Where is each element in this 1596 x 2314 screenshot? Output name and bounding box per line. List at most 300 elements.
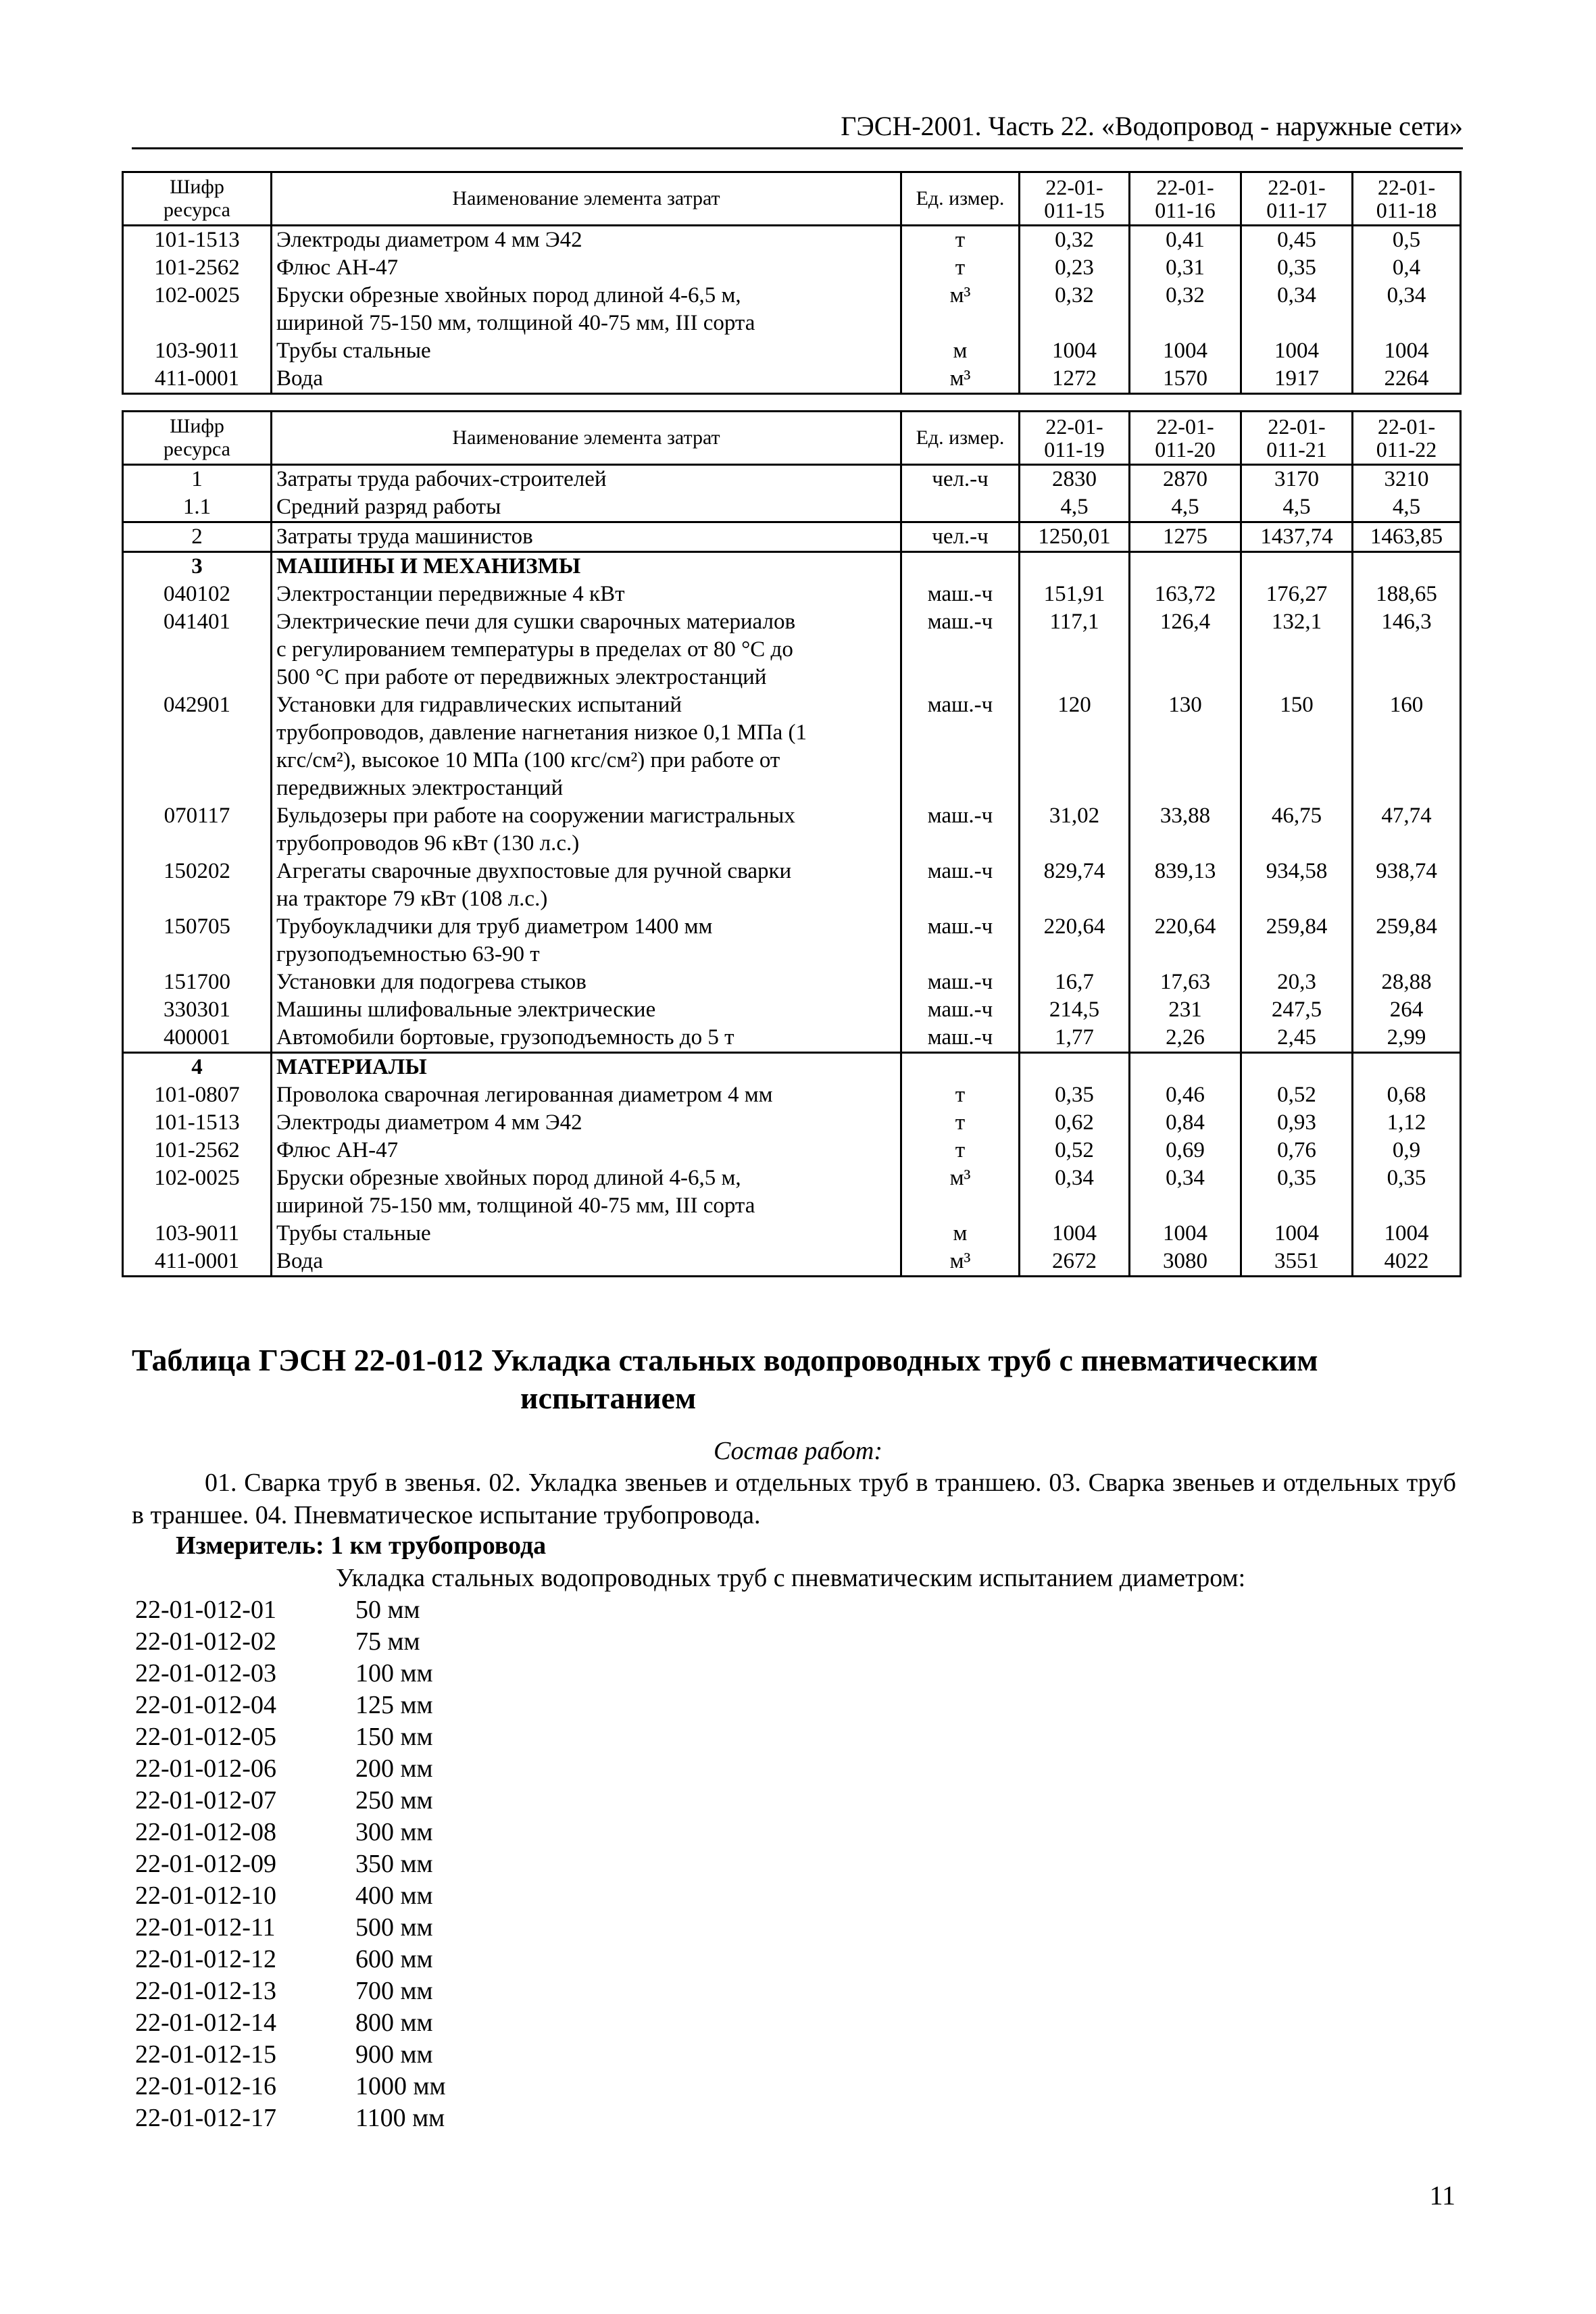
resource-name-line: Трубоукладчики для труб диаметром 1400 мм <box>276 914 713 939</box>
value-cell: 0,31 <box>1130 254 1241 282</box>
resource-name-cell <box>272 282 901 337</box>
value-cell: 220,64 <box>1130 913 1241 968</box>
table-row <box>123 493 1461 522</box>
list-item <box>135 1721 446 1753</box>
resource-code-cell: 411-0001 <box>123 365 272 394</box>
unit-cell: чел.-ч <box>901 465 1020 494</box>
table-row <box>123 581 1461 608</box>
norm-code: 22-01-012-14 <box>135 2009 276 2037</box>
value-cell: 3170 <box>1241 465 1353 494</box>
value-cell: 4,5 <box>1130 493 1241 522</box>
value-cell: 0,93 <box>1241 1109 1353 1137</box>
unit-cell: маш.-ч <box>901 802 1020 858</box>
norm-code: 22-01-012-16 <box>135 2072 276 2100</box>
resource-code-cell: 400001 <box>123 1024 272 1053</box>
table-row <box>123 1081 1461 1109</box>
unit-cell: маш.-ч <box>901 581 1020 608</box>
list-item <box>135 1658 446 1690</box>
value-cell <box>1020 552 1130 581</box>
resource-name-line: Электростанции передвижные 4 кВт <box>276 582 625 606</box>
unit-cell: т <box>901 1109 1020 1137</box>
value-cell: 28,88 <box>1353 968 1461 996</box>
pipe-diameter: 300 мм <box>355 1818 433 1846</box>
resource-code-cell: 102-0025 <box>123 282 272 337</box>
pipe-diameter: 400 мм <box>355 1881 433 1910</box>
norm-header-line: 011-17 <box>1266 198 1327 222</box>
resource-name-cell <box>272 522 901 552</box>
list-item <box>135 1817 446 1848</box>
value-cell: 16,7 <box>1020 968 1130 996</box>
resource-code-cell: 3 <box>123 552 272 581</box>
resource-name-line: грузоподъемностью 63-90 т <box>276 942 540 966</box>
resource-name-cell <box>272 913 901 968</box>
value-cell: 176,27 <box>1241 581 1353 608</box>
code-header-line: ресурса <box>164 438 230 460</box>
norm-code: 22-01-012-08 <box>135 1818 276 1846</box>
unit-cell: т <box>901 254 1020 282</box>
value-cell <box>1130 552 1241 581</box>
table-body <box>123 465 1461 1277</box>
norm-column-header <box>1353 172 1461 226</box>
unit-cell: м³ <box>901 1164 1020 1220</box>
value-cell: 0,68 <box>1353 1081 1461 1109</box>
resource-code-cell: 150705 <box>123 913 272 968</box>
value-cell: 1004 <box>1130 1220 1241 1248</box>
pipe-diameter: 700 мм <box>355 1977 433 2005</box>
measure-unit: Измеритель: 1 км трубопровода <box>176 1531 547 1560</box>
value-cell: 4,5 <box>1020 493 1130 522</box>
list-item <box>135 2102 446 2134</box>
norm-header-line: 011-19 <box>1044 437 1105 462</box>
value-cell: 2830 <box>1020 465 1130 494</box>
table-body <box>123 226 1461 394</box>
resource-name-line: передвижных электростанций <box>276 776 564 800</box>
value-cell: 938,74 <box>1353 858 1461 913</box>
unit-cell: маш.-ч <box>901 691 1020 802</box>
value-cell: 3080 <box>1130 1248 1241 1277</box>
value-cell <box>1130 1053 1241 1082</box>
resource-name-cell <box>272 1053 901 1082</box>
norm-code: 22-01-012-10 <box>135 1881 276 1910</box>
norm-column-header <box>1241 412 1353 465</box>
table-row <box>123 226 1461 255</box>
table-row <box>123 802 1461 858</box>
table-row <box>123 996 1461 1024</box>
resource-name-line: Вода <box>276 366 323 391</box>
table-row <box>123 691 1461 802</box>
pipe-diameter: 50 мм <box>355 1596 420 1624</box>
value-cell: 1570 <box>1130 365 1241 394</box>
unit-cell: т <box>901 226 1020 255</box>
value-cell: 0,35 <box>1241 254 1353 282</box>
value-cell: 2,26 <box>1130 1024 1241 1053</box>
resource-code-cell: 330301 <box>123 996 272 1024</box>
pipe-diameter: 500 мм <box>355 1913 433 1942</box>
resource-name-cell <box>272 858 901 913</box>
pipe-diameter: 1000 мм <box>355 2072 446 2100</box>
resource-name-line: МАШИНЫ И МЕХАНИЗМЫ <box>276 554 581 578</box>
table-row <box>123 365 1461 394</box>
pipe-diameter: 900 мм <box>355 2040 433 2069</box>
resource-code-cell: 1.1 <box>123 493 272 522</box>
norm-code: 22-01-012-07 <box>135 1786 276 1815</box>
unit-cell: м³ <box>901 365 1020 394</box>
resource-name-line: Установки для гидравлических испытаний <box>276 693 682 717</box>
resource-name-line: Бруски обрезные хвойных пород длиной 4-6,5 м, <box>276 283 741 307</box>
value-cell: 132,1 <box>1241 608 1353 691</box>
value-cell: 0,34 <box>1353 282 1461 337</box>
resource-name-cell <box>272 465 901 494</box>
table-row <box>123 522 1461 552</box>
norm-header-line: 011-18 <box>1376 198 1437 222</box>
value-cell: 0,35 <box>1020 1081 1130 1109</box>
resource-name-line: трубопроводов 96 кВт (130 л.с.) <box>276 831 580 856</box>
value-cell: 0,62 <box>1020 1109 1130 1137</box>
list-item <box>135 1785 446 1817</box>
resource-name-line: Вода <box>276 1249 323 1273</box>
value-cell: 934,58 <box>1241 858 1353 913</box>
value-cell: 829,74 <box>1020 858 1130 913</box>
norm-header-line: 22-01- <box>1377 414 1436 439</box>
resource-code-cell: 102-0025 <box>123 1164 272 1220</box>
value-cell: 0,23 <box>1020 254 1130 282</box>
value-cell: 2,45 <box>1241 1024 1353 1053</box>
name-column-header: Наименование элемента затрат <box>272 172 901 226</box>
resource-code-cell: 040102 <box>123 581 272 608</box>
value-cell: 150 <box>1241 691 1353 802</box>
value-cell: 0,5 <box>1353 226 1461 255</box>
resource-name-line: шириной 75-150 мм, толщиной 40-75 мм, III сорта <box>276 1193 755 1218</box>
value-cell: 2672 <box>1020 1248 1130 1277</box>
resource-name-line: Машины шлифовальные электрические <box>276 998 656 1022</box>
value-cell: 1004 <box>1241 337 1353 365</box>
value-cell: 1917 <box>1241 365 1353 394</box>
norm-code: 22-01-012-01 <box>135 1596 276 1624</box>
value-cell: 0,45 <box>1241 226 1353 255</box>
table-row <box>123 913 1461 968</box>
value-cell: 0,32 <box>1020 282 1130 337</box>
table-row <box>123 968 1461 996</box>
value-cell <box>1241 552 1353 581</box>
norm-column-header <box>1020 172 1130 226</box>
resource-name-line: Агрегаты сварочные двухпостовые для ручной сварки <box>276 859 792 883</box>
list-item <box>135 1753 446 1785</box>
resource-name-cell <box>272 1109 901 1137</box>
norm-code: 22-01-012-15 <box>135 2040 276 2069</box>
resource-name-cell <box>272 552 901 581</box>
resource-table-1 <box>122 171 1462 395</box>
unit-cell: м <box>901 337 1020 365</box>
value-cell: 231 <box>1130 996 1241 1024</box>
list-item <box>135 1690 446 1721</box>
value-cell <box>1353 552 1461 581</box>
value-cell: 0,41 <box>1130 226 1241 255</box>
norm-header-line: 011-16 <box>1155 198 1216 222</box>
value-cell: 214,5 <box>1020 996 1130 1024</box>
resource-name-cell <box>272 365 901 394</box>
resource-name-line: Автомобили бортовые, грузоподъемность до 5 т <box>276 1025 734 1050</box>
resource-name-line: Установки для подогрева стыков <box>276 970 587 994</box>
resource-code-cell: 101-1513 <box>123 1109 272 1137</box>
value-cell <box>1353 1053 1461 1082</box>
pipe-diameter: 75 мм <box>355 1627 420 1656</box>
resource-code-cell: 101-2562 <box>123 254 272 282</box>
unit-cell: маш.-ч <box>901 608 1020 691</box>
value-cell: 46,75 <box>1241 802 1353 858</box>
value-cell: 259,84 <box>1241 913 1353 968</box>
unit-column-header: Ед. измер. <box>901 412 1020 465</box>
resource-code-cell: 2 <box>123 522 272 552</box>
unit-column-header: Ед. измер. <box>901 172 1020 226</box>
list-item <box>135 1944 446 1975</box>
value-cell: 1004 <box>1130 337 1241 365</box>
value-cell: 17,63 <box>1130 968 1241 996</box>
norm-header-line: 011-21 <box>1266 437 1327 462</box>
works-composition-label: Состав работ: <box>713 1437 883 1465</box>
resource-name-line: Средний разряд работы <box>276 495 501 519</box>
value-cell: 839,13 <box>1130 858 1241 913</box>
value-cell: 1004 <box>1241 1220 1353 1248</box>
pipe-diameter: 100 мм <box>355 1659 433 1688</box>
unit-cell: т <box>901 1137 1020 1164</box>
resource-name-cell <box>272 226 901 255</box>
resource-name-line: МАТЕРИАЛЫ <box>276 1055 427 1079</box>
pipe-diameter: 125 мм <box>355 1691 433 1719</box>
resource-name-line: шириной 75-150 мм, толщиной 40-75 мм, III сорта <box>276 311 755 335</box>
resource-code-cell: 070117 <box>123 802 272 858</box>
value-cell: 163,72 <box>1130 581 1241 608</box>
value-cell: 0,4 <box>1353 254 1461 282</box>
section-title-line: Таблица ГЭСН 22-01-012 Укладка стальных водопроводных труб с пневматическим <box>132 1343 1318 1377</box>
resource-code-cell: 041401 <box>123 608 272 691</box>
value-cell: 0,34 <box>1130 1164 1241 1220</box>
norm-header-line: 011-22 <box>1376 437 1437 462</box>
value-cell: 130 <box>1130 691 1241 802</box>
resource-name-line: на тракторе 79 кВт (108 л.с.) <box>276 887 548 911</box>
unit-cell: маш.-ч <box>901 858 1020 913</box>
norm-code: 22-01-012-09 <box>135 1850 276 1878</box>
norm-code: 22-01-012-03 <box>135 1659 276 1688</box>
unit-cell: маш.-ч <box>901 996 1020 1024</box>
pipe-diameter: 200 мм <box>355 1754 433 1783</box>
list-item <box>135 2007 446 2039</box>
norm-header-line: 011-15 <box>1044 198 1105 222</box>
value-cell: 120 <box>1020 691 1130 802</box>
norm-column-header <box>1020 412 1130 465</box>
value-cell: 117,1 <box>1020 608 1130 691</box>
value-cell: 264 <box>1353 996 1461 1024</box>
table-row <box>123 1248 1461 1277</box>
list-item <box>135 2071 446 2102</box>
resource-name-line: с регулированием температуры в пределах от 80 °С до <box>276 637 793 662</box>
value-cell: 4022 <box>1353 1248 1461 1277</box>
resource-name-line: Электрические печи для сушки сварочных материалов <box>276 610 796 634</box>
table-row <box>123 465 1461 494</box>
norm-code-list <box>135 1594 446 2134</box>
norm-code: 22-01-012-17 <box>135 2104 276 2132</box>
resource-name-cell <box>272 493 901 522</box>
value-cell: 1,77 <box>1020 1024 1130 1053</box>
value-cell: 220,64 <box>1020 913 1130 968</box>
value-cell: 160 <box>1353 691 1461 802</box>
table-row <box>123 1109 1461 1137</box>
value-cell: 0,52 <box>1241 1081 1353 1109</box>
value-cell: 0,35 <box>1353 1164 1461 1220</box>
unit-cell <box>901 1053 1020 1082</box>
norm-code: 22-01-012-04 <box>135 1691 276 1719</box>
code-header-line: Шифр <box>170 176 224 198</box>
list-item <box>135 2039 446 2071</box>
value-cell: 0,32 <box>1130 282 1241 337</box>
resource-name-cell <box>272 1248 901 1277</box>
norm-code: 22-01-012-12 <box>135 1945 276 1973</box>
table-header-row <box>123 412 1461 465</box>
norm-code: 22-01-012-11 <box>135 1913 276 1942</box>
pipe-diameter: 250 мм <box>355 1786 433 1815</box>
norm-code: 22-01-012-02 <box>135 1627 276 1656</box>
resource-code-cell: 1 <box>123 465 272 494</box>
value-cell: 0,32 <box>1020 226 1130 255</box>
value-cell: 1437,74 <box>1241 522 1353 552</box>
norm-column-header <box>1241 172 1353 226</box>
value-cell: 31,02 <box>1020 802 1130 858</box>
list-item <box>135 1594 446 1626</box>
norm-header-line: 22-01- <box>1268 175 1326 199</box>
value-cell: 259,84 <box>1353 913 1461 968</box>
resource-code-cell: 4 <box>123 1053 272 1082</box>
unit-cell: т <box>901 1081 1020 1109</box>
norm-header-line: 22-01- <box>1156 414 1214 439</box>
value-cell: 0,69 <box>1130 1137 1241 1164</box>
table-row <box>123 254 1461 282</box>
value-cell: 1250,01 <box>1020 522 1130 552</box>
pipe-diameter: 350 мм <box>355 1850 433 1878</box>
value-cell: 247,5 <box>1241 996 1353 1024</box>
resource-name-line: Бруски обрезные хвойных пород длиной 4-6,5 м, <box>276 1166 741 1190</box>
norm-header-line: 22-01- <box>1045 175 1103 199</box>
value-cell <box>1020 1053 1130 1082</box>
resource-name-cell <box>272 968 901 996</box>
value-cell: 146,3 <box>1353 608 1461 691</box>
value-cell: 1004 <box>1020 1220 1130 1248</box>
value-cell: 2870 <box>1130 465 1241 494</box>
resource-code-cell: 101-1513 <box>123 226 272 255</box>
value-cell: 2,99 <box>1353 1024 1461 1053</box>
value-cell: 0,9 <box>1353 1137 1461 1164</box>
unit-cell: маш.-ч <box>901 1024 1020 1053</box>
resource-name-cell <box>272 691 901 802</box>
resource-code-cell: 101-0807 <box>123 1081 272 1109</box>
items-intro: Укладка стальных водопроводных труб с пневматическим испытанием диаметром: <box>336 1564 1246 1592</box>
resource-name-cell <box>272 802 901 858</box>
table-row <box>123 608 1461 691</box>
value-cell: 126,4 <box>1130 608 1241 691</box>
resource-code-cell: 411-0001 <box>123 1248 272 1277</box>
resource-name-line: Флюс АН-47 <box>276 1138 399 1162</box>
resource-name-line: трубопроводов, давление нагнетания низкое 0,1 МПа (1 <box>276 720 807 745</box>
value-cell: 20,3 <box>1241 968 1353 996</box>
unit-cell <box>901 552 1020 581</box>
resource-name-line: Флюс АН-47 <box>276 255 399 280</box>
resource-code-cell: 151700 <box>123 968 272 996</box>
resource-table-2 <box>122 410 1462 1277</box>
value-cell: 0,52 <box>1020 1137 1130 1164</box>
value-cell: 1272 <box>1020 365 1130 394</box>
resource-name-line: Проволока сварочная легированная диаметром 4 мм <box>276 1083 773 1107</box>
resource-code-cell: 103-9011 <box>123 337 272 365</box>
pipe-diameter: 1100 мм <box>355 2104 445 2132</box>
table-row <box>123 1053 1461 1082</box>
value-cell: 1004 <box>1353 1220 1461 1248</box>
value-cell: 188,65 <box>1353 581 1461 608</box>
resource-name-cell <box>272 1081 901 1109</box>
table-row <box>123 1024 1461 1053</box>
table-row <box>123 282 1461 337</box>
resource-code-cell: 042901 <box>123 691 272 802</box>
unit-cell: м³ <box>901 282 1020 337</box>
unit-cell: маш.-ч <box>901 968 1020 996</box>
pipe-diameter: 600 мм <box>355 1945 433 1973</box>
value-cell: 151,91 <box>1020 581 1130 608</box>
resource-name-cell <box>272 996 901 1024</box>
section-title-line: испытанием <box>520 1381 697 1415</box>
code-column-header <box>123 172 272 226</box>
norm-code: 22-01-012-05 <box>135 1723 276 1751</box>
table-row <box>123 552 1461 581</box>
table-row <box>123 1137 1461 1164</box>
value-cell <box>1241 1053 1353 1082</box>
resource-name-cell <box>272 581 901 608</box>
value-cell: 3210 <box>1353 465 1461 494</box>
code-header-line: ресурса <box>164 199 230 221</box>
resource-name-cell <box>272 254 901 282</box>
value-cell: 1275 <box>1130 522 1241 552</box>
list-item <box>135 1912 446 1944</box>
page-number: 11 <box>1429 2180 1455 2211</box>
unit-cell <box>901 493 1020 522</box>
norm-header-line: 011-20 <box>1155 437 1216 462</box>
norm-column-header <box>1353 412 1461 465</box>
value-cell: 0,84 <box>1130 1109 1241 1137</box>
value-cell: 3551 <box>1241 1248 1353 1277</box>
code-column-header <box>123 412 272 465</box>
table-row <box>123 1164 1461 1220</box>
resource-name-line: Электроды диаметром 4 мм Э42 <box>276 1110 582 1135</box>
resource-name-cell <box>272 1164 901 1220</box>
table-row <box>123 337 1461 365</box>
norm-code: 22-01-012-06 <box>135 1754 276 1783</box>
name-column-header: Наименование элемента затрат <box>272 412 901 465</box>
norm-code: 22-01-012-13 <box>135 1977 276 2005</box>
resource-name-cell <box>272 1137 901 1164</box>
value-cell: 4,5 <box>1241 493 1353 522</box>
resource-name-cell <box>272 337 901 365</box>
resource-name-line: Затраты труда машинистов <box>276 524 533 549</box>
resource-name-cell <box>272 1220 901 1248</box>
running-header-text: ГЭСН-2001. Часть 22. «Водопровод - наружные сети» <box>841 111 1463 141</box>
value-cell: 0,35 <box>1241 1164 1353 1220</box>
resource-name-line: Трубы стальные <box>276 1221 431 1246</box>
section-title <box>132 1341 1463 1417</box>
unit-cell: м³ <box>901 1248 1020 1277</box>
value-cell: 0,46 <box>1130 1081 1241 1109</box>
list-item <box>135 1848 446 1880</box>
pipe-diameter: 800 мм <box>355 2009 433 2037</box>
value-cell: 0,34 <box>1241 282 1353 337</box>
resource-name-line: Бульдозеры при работе на сооружении магистральных <box>276 804 795 828</box>
list-item <box>135 1880 446 1912</box>
resource-name-line: Трубы стальные <box>276 339 431 363</box>
